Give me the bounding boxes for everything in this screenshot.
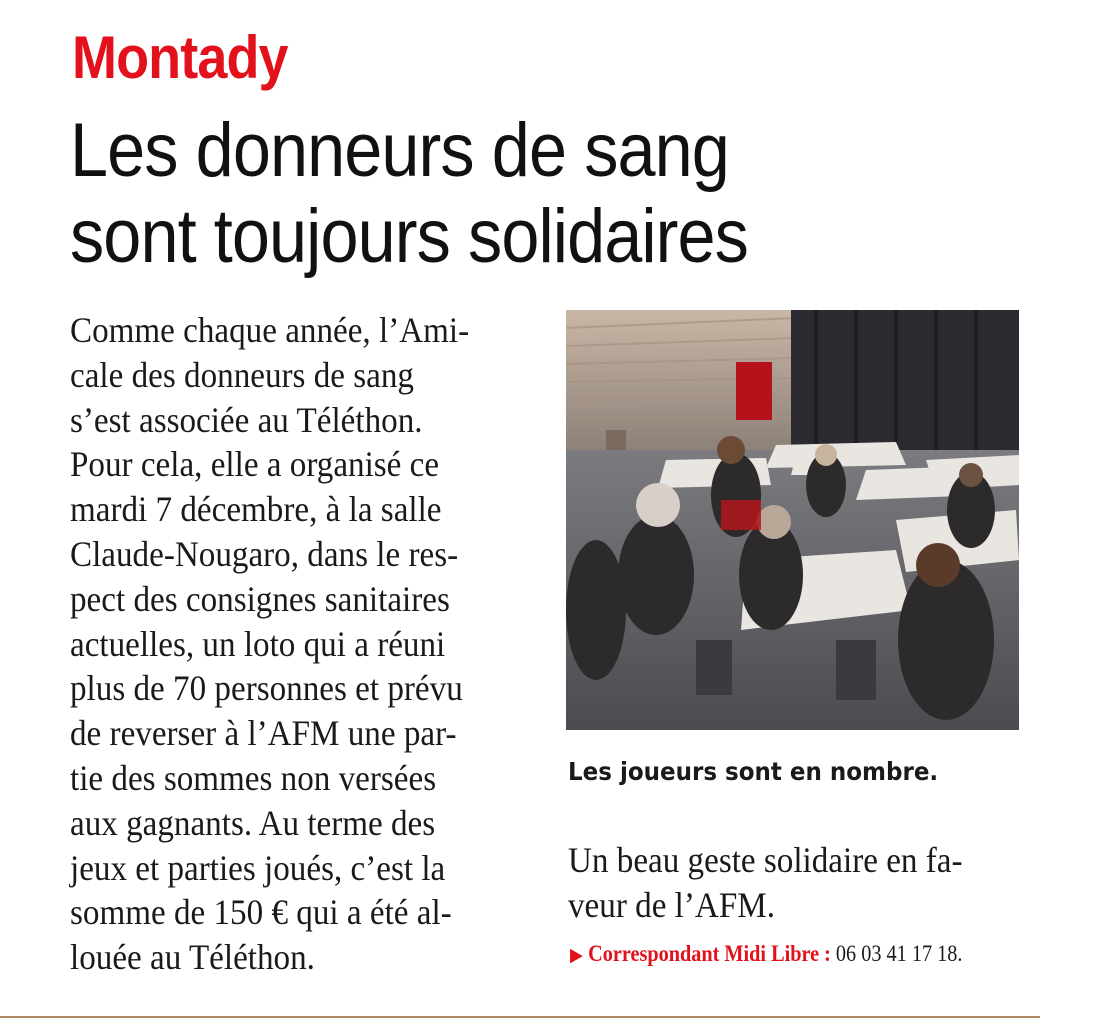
correspondent-credit xyxy=(570,938,962,972)
credit-phone: 06 03 41 17 18. xyxy=(830,941,963,966)
body-line: s’est associée au Téléthon. xyxy=(70,399,423,440)
body-line: aux gagnants. Au terme des xyxy=(70,802,436,843)
body-line: jeux et parties joués, c’est la xyxy=(70,847,446,888)
closing-paragraph xyxy=(568,838,1028,927)
body-line: louée au Téléthon. xyxy=(70,937,315,978)
body-line: Claude-Nougaro, dans le res- xyxy=(70,533,459,574)
body-line: pect des consignes sanitaires xyxy=(70,578,450,619)
body-line: Pour cela, elle a organisé ce xyxy=(70,444,440,485)
body-line: actuelles, un loto qui a réuni xyxy=(70,623,446,664)
photo-illustration xyxy=(566,310,1019,730)
closing-line: veur de l’AFM. xyxy=(568,884,775,925)
body-line: cale des donneurs de sang xyxy=(70,354,414,395)
bottom-divider xyxy=(0,1016,1040,1018)
headline xyxy=(70,108,748,280)
article-photo xyxy=(566,310,1019,730)
body-line: plus de 70 personnes et prévu xyxy=(70,668,463,709)
headline-line: Les donneurs de sang xyxy=(70,108,729,193)
kicker-title: Montady xyxy=(72,24,288,91)
body-line: Comme chaque année, l’Ami- xyxy=(70,310,470,350)
body-line: tie des sommes non versées xyxy=(70,757,437,798)
closing-line: Un beau geste solidaire en fa- xyxy=(568,840,963,880)
article-body xyxy=(70,308,540,980)
photo-caption: Les joueurs sont en nombre. xyxy=(568,757,939,786)
headline-line: sont toujours solidaires xyxy=(70,194,748,279)
body-line: somme de 150 € qui a été al- xyxy=(70,892,452,933)
credit-label: Correspondant Midi Libre : xyxy=(588,941,831,966)
body-line: mardi 7 décembre, à la salle xyxy=(70,489,442,530)
triangle-right-icon: ▶ xyxy=(570,945,583,966)
body-line: de reverser à l’AFM une par- xyxy=(70,713,457,754)
